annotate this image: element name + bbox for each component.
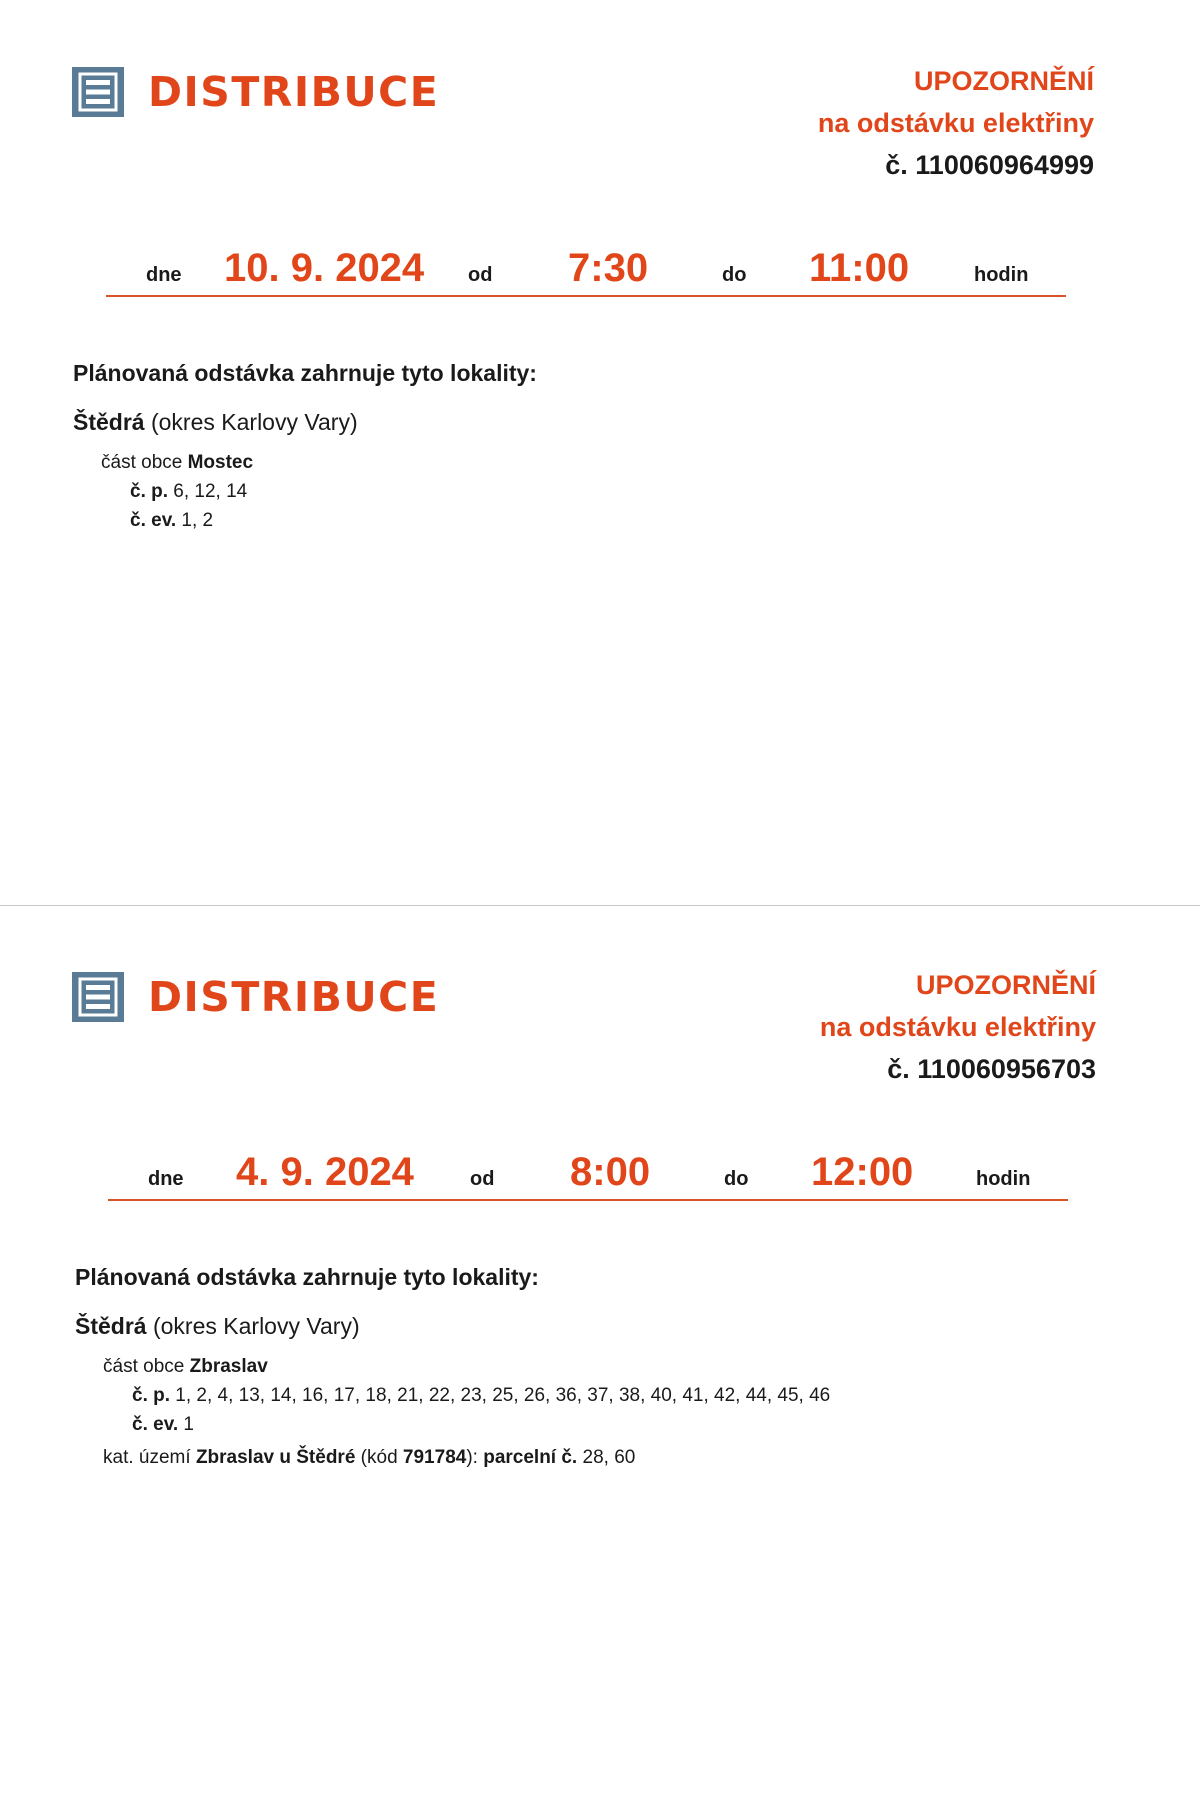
parcel-values: 28, 60 <box>582 1447 636 1468</box>
town-district: (okres Karlovy Vary) <box>150 409 358 435</box>
house-numbers <box>73 477 1123 506</box>
town-name: Štědrá <box>73 409 145 435</box>
outage-notice <box>0 0 1200 905</box>
notice-subtitle: na odstávku elektřiny <box>819 1012 1096 1042</box>
registry-numbers-label: č. ev. <box>130 510 177 531</box>
notice-title: UPOZORNĚNÍ <box>915 970 1096 1000</box>
notice-header <box>818 60 1094 186</box>
house-numbers <box>75 1381 1125 1410</box>
village-part <box>73 448 1123 477</box>
locations-lead: Plánovaná odstávka zahrnuje tyto lokality: <box>73 360 537 386</box>
to-label: do <box>724 1168 749 1190</box>
cez-logo-icon <box>72 67 124 117</box>
outage-date: 10. 9. 2024 <box>224 246 425 290</box>
brand-name: DISTRIBUCE <box>148 973 440 1021</box>
cadastre-label: kat. území <box>103 1447 191 1468</box>
town-name: Štědrá <box>75 1313 147 1339</box>
cadastral-area <box>75 1443 1125 1472</box>
outage-notice <box>0 905 1200 1811</box>
registry-numbers-label: č. ev. <box>132 1414 179 1435</box>
cez-logo-icon <box>72 972 124 1022</box>
house-numbers-values: 6, 12, 14 <box>173 481 248 502</box>
registry-numbers <box>73 506 1123 535</box>
village-part-label: část obce <box>101 452 183 473</box>
outage-schedule <box>108 1144 1068 1201</box>
outage-date: 4. 9. 2024 <box>236 1150 414 1194</box>
affected-locations <box>73 360 1123 535</box>
parcel-label: parcelní č. <box>483 1447 578 1468</box>
house-numbers-label: č. p. <box>132 1385 171 1406</box>
registry-numbers-values: 1, 2 <box>181 510 214 531</box>
outage-schedule <box>106 240 1066 297</box>
distribuce-logo <box>72 67 439 117</box>
village-part <box>75 1352 1125 1381</box>
hours-label: hodin <box>974 264 1029 286</box>
cadastre-code-open: (kód <box>360 1447 398 1468</box>
notice-number: č. 110060956703 <box>887 1054 1096 1084</box>
start-time: 8:00 <box>570 1150 651 1194</box>
brand-name: DISTRIBUCE <box>148 68 440 116</box>
from-label: od <box>470 1168 495 1190</box>
village-part-name: Mostec <box>187 452 254 473</box>
hours-label: hodin <box>976 1168 1031 1190</box>
town-line <box>75 1313 1125 1340</box>
start-time: 7:30 <box>568 246 649 290</box>
affected-locations <box>75 1264 1125 1472</box>
house-numbers-values: 1, 2, 4, 13, 14, 16, 17, 18, 21, 22, 23, 25, 26, 36, 37, 38, 40, 41, 42, 44, 45, 46 <box>175 1385 831 1406</box>
date-label: dne <box>148 1168 184 1190</box>
locations-lead: Plánovaná odstávka zahrnuje tyto lokality: <box>75 1264 539 1290</box>
cadastre-code: 791784 <box>402 1447 467 1468</box>
to-label: do <box>722 264 747 286</box>
cadastre-name: Zbraslav u Štědré <box>195 1447 356 1468</box>
notice-subtitle: na odstávku elektřiny <box>817 108 1094 138</box>
end-time: 11:00 <box>809 246 910 290</box>
distribuce-logo <box>72 972 439 1022</box>
date-label: dne <box>146 264 182 286</box>
cadastre-code-close: ): <box>466 1447 478 1468</box>
notice-header <box>820 964 1096 1090</box>
from-label: od <box>468 264 493 286</box>
village-part-name: Zbraslav <box>189 1356 268 1377</box>
notice-number: č. 110060964999 <box>885 150 1094 180</box>
notice-title: UPOZORNĚNÍ <box>913 66 1094 96</box>
town-district: (okres Karlovy Vary) <box>152 1313 360 1339</box>
registry-numbers <box>75 1410 1125 1439</box>
house-numbers-label: č. p. <box>130 481 169 502</box>
end-time: 12:00 <box>811 1150 914 1194</box>
registry-numbers-values: 1 <box>183 1414 194 1435</box>
village-part-label: část obce <box>103 1356 185 1377</box>
town-line <box>73 409 1123 436</box>
